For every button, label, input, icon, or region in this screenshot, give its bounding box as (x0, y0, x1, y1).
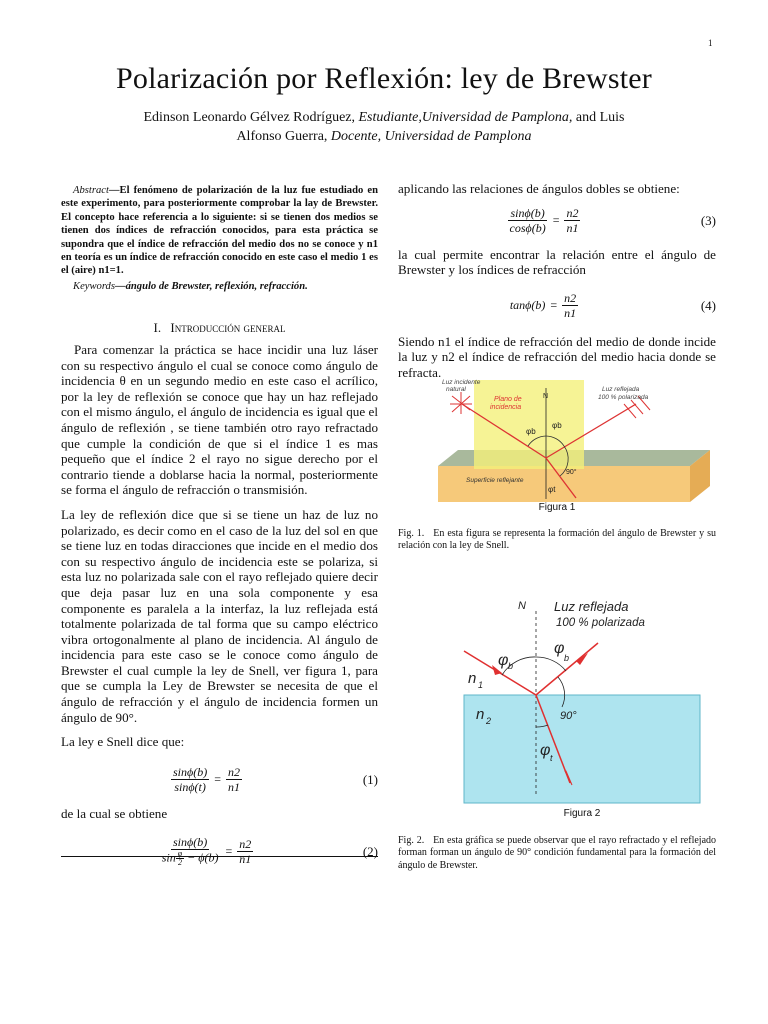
equation-3: $\frac{\sin\phi(b)}{\cos\phi(b)}$ = $\frac{n2}{n1}$ (3) (509, 206, 716, 236)
eq1-rhs-den: n1 (228, 780, 240, 795)
right-column-body (398, 181, 716, 381)
figure-1-caption (398, 528, 716, 553)
eq3-rhs (564, 206, 580, 235)
fig1-label-phi-b-left: φb (526, 427, 536, 436)
eq2-den-sin: sin (161, 850, 176, 865)
fig1-label-phi-b-right: φb (552, 421, 562, 430)
fig2-label-n2: n (476, 706, 485, 723)
eq2-number: (2) (362, 843, 378, 859)
eq1-lhs-den: sinϕ(t) (174, 780, 206, 795)
eq1-rhs (226, 765, 242, 794)
fig1-label-incident-1: Luz incidente (442, 379, 481, 386)
fig2-label-90: 90° (560, 710, 577, 722)
keywords (61, 280, 378, 293)
eq2-den-half (176, 850, 184, 867)
fig1-plane-of-incidence (474, 380, 584, 469)
eq3-number: (3) (700, 212, 716, 228)
paragraph-snell-intro: La ley e Snell dice que: (61, 734, 185, 750)
eq3-rhs-num: n2 (566, 206, 579, 221)
eq2-rhs-den: n1 (239, 851, 252, 866)
eq2-den-rest: − ϕ(b) (187, 850, 219, 865)
fig1-label-phi-t: φt (548, 485, 556, 494)
eq4-lhs: tanϕ(b) (509, 297, 546, 312)
section-numeral: I. (153, 320, 162, 335)
fig2-label-n2-sub: 2 (486, 716, 492, 726)
column-footer-rule (61, 856, 378, 857)
eq2-rhs (237, 837, 253, 866)
paragraph-intro: Para comenzar la práctica se hace incidir una luz láser con su respectivo ángulo el cual se conoce como ángulo de incidencia θ en un segundo medio en este caso el acrílico, por la ley de reflexión se conoce que hay un haz reflejado con el mismo ángulo, el ángulo de incidencia es igual que el ángulo de reflexión , se tiene también otro rayo refractado que cumple la condición de que si el índice 1 es mas pequeño que el índice 2 el rayo no sigue derecho por el contrario tiende a doblarse hacia la normal, posteriormente se forma el ángulo de refracción o transmisión. (61, 342, 378, 498)
eq4-rhs (562, 291, 578, 320)
eq2-lhs-den (160, 850, 221, 867)
equation-4: tanϕ(b) = $\frac{n2}{n1}$ (4) (509, 291, 716, 321)
fig1-label-plane-1: Plano de (494, 396, 522, 403)
fig2-medium-2 (464, 695, 700, 803)
section-heading-1 (61, 320, 378, 336)
fig2-label-n1-sub: 1 (478, 680, 484, 690)
abstract-lead: Abstract (73, 185, 109, 196)
fig2-caption-lead: Fig. 2. (398, 835, 425, 846)
author1-role: Estudiante,Universidad de Pamplona, (358, 110, 573, 125)
author1-name: Edinson Leonardo Gélvez Rodríguez, (143, 110, 355, 125)
eq4-number: (4) (700, 297, 716, 313)
paper-title: Polarización por Reflexión: ley de Brewster (116, 62, 652, 95)
paragraph-relation: la cual permite encontrar la relación entre el ángulo de Brewster y los índices de refracción (398, 246, 716, 278)
equation-2: sinϕ(b) sin $\frac{\varphi}{2}$ − ϕ(b) = $\frac{n2}{n1}$ (2) (161, 835, 378, 868)
page-number: 1 (708, 38, 713, 48)
abstract-text: —El fenómeno de polarización de la luz fue estudiado en este experimento, para posteriormente comprobar la lay de Brewster. El concepto hace referencia a lo siguiente: si se tienen dos medios se tienen dos índices de refracción conocidos, para esta práctica se supondra que el índice de refracción del medio dos no se conoce y n1 en teoría es un índice de refracción conocido en este caso el medio 1 es el (aire) n1=1. (61, 185, 378, 277)
figure-2 (462, 595, 702, 807)
fig2-label-phi-b-right: φ (554, 640, 565, 657)
eq2-half-num: φ (177, 849, 183, 859)
author2-role: Docente, Universidad de Pamplona (330, 129, 532, 144)
fig1-label-normal: N (543, 393, 549, 400)
fig1-caption-text: En esta figura se representa la formación del ángulo de Brewster y su relación con la ley de Snell. (398, 528, 716, 552)
figure-1-label: Figura 1 (538, 502, 576, 513)
fig1-label-reflected-2: 100 % polarizada (598, 394, 649, 401)
equation-1: $\frac{\sin\phi(b)}{\sin\phi(t)}$ = $\frac{n2}{n1}$ (1) (173, 765, 378, 795)
fig2-label-n1: n (468, 670, 477, 687)
paragraph-definitions: Siendo n1 el índice de refracción del medio de donde incide la luz y n2 el índice de refracción del medio hacia donde se refracta. (398, 333, 716, 380)
fig1-label-surface: Superficie reflejante (466, 477, 524, 484)
fig1-label-incident-2: natural (446, 386, 466, 393)
eq3-lhs (508, 206, 548, 235)
authors (95, 108, 673, 146)
eq2-lhs-num: sinϕ(b) (172, 835, 208, 850)
fig2-angle-arc-reflected (536, 657, 566, 671)
figure-2-label: Figura 2 (563, 808, 601, 819)
figure-1 (428, 374, 720, 520)
fig2-label-phi-b-left-sub: b (508, 661, 514, 671)
author2-name: Alfonso Guerra, (236, 129, 328, 144)
fig2-reflected-ray (536, 643, 598, 695)
fig2-label-phi-b-left: φ (498, 652, 509, 669)
keywords-lead: Keywords (73, 281, 115, 292)
paragraph-reflection-law: La ley de reflexión dice que si se tiene un haz de luz no polarizado, es decir como en el caso de la luz del sol en que se tiene luz en todas diracciones que incide en el medio dos con su respectivo ángulo de incidencia este se polariza, si esta luz no polarizada sale con el rayo reflejado quiere decir que deja pasar luz en una sola componente y esa componente es paralela a la interfaz, la luz reflejada está totalmente polarizada de tal forma que su campo eléctrico vibra ortogonalmente al plano de incidencia. Al ángulo de incidencia para este caso se le conoce como ángulo de Brewster el cual cumple la ley de Snell, ver figura 1, para que se cumpla la Ley de Brewster se necesita de que el ángulo de refracción y el ángulo de incidencia formen un ángulo de 90°. (61, 506, 378, 725)
fig2-label-reflected-2: 100 % polarizada (556, 617, 645, 629)
eq1-rhs-num: n2 (228, 765, 240, 780)
paragraph-obtain: de la cual se obtiene (61, 805, 168, 821)
eq4-rhs-den: n1 (564, 306, 577, 321)
eq2-lhs (160, 835, 221, 867)
fig2-label-phi-t-sub: t (550, 753, 553, 763)
author-and: and Luis (575, 110, 625, 125)
fig1-caption-lead: Fig. 1. (398, 528, 425, 539)
eq1-lhs (171, 765, 209, 794)
fig1-label-plane-2: incidencia (490, 404, 522, 411)
eq1-number: (1) (362, 772, 378, 788)
fig1-label-reflected-1: Luz reflejada (602, 386, 640, 393)
eq3-lhs-den: cosϕ(b) (509, 221, 546, 236)
fig2-label-phi-b-right-sub: b (564, 653, 570, 663)
eq3-lhs-num: sinϕ(b) (510, 206, 545, 221)
paragraph-double-angle: aplicando las relaciones de ángulos dobles se obtiene: (398, 181, 680, 196)
eq1-lhs-num: sinϕ(b) (173, 765, 208, 780)
abstract (61, 184, 378, 278)
eq4-rhs-num: n2 (564, 291, 577, 306)
fig1-label-90: 90° (566, 469, 577, 476)
eq2-rhs-num: n2 (239, 836, 252, 851)
fig2-label-reflected-1: Luz reflejada (554, 599, 629, 614)
eq2-half-den: 2 (177, 858, 182, 868)
left-column-body (61, 342, 378, 875)
keywords-text: —ángulo de Brewster, reflexión, refracción. (114, 281, 308, 292)
eq3-rhs-den: n1 (566, 221, 579, 236)
fig2-label-normal: N (518, 600, 526, 612)
figure-2-caption (398, 835, 716, 872)
fig2-label-phi-t: φ (540, 742, 551, 759)
fig1-unpolarized-icon (450, 392, 472, 414)
section-title: Introducción general (170, 320, 286, 335)
fig2-caption-text: En esta gráfica se puede observar que el rayo refractado y el reflejado forman forman un ángulo de 90° condición fundamental para la formación del ángulo de Brewster. (398, 835, 717, 871)
